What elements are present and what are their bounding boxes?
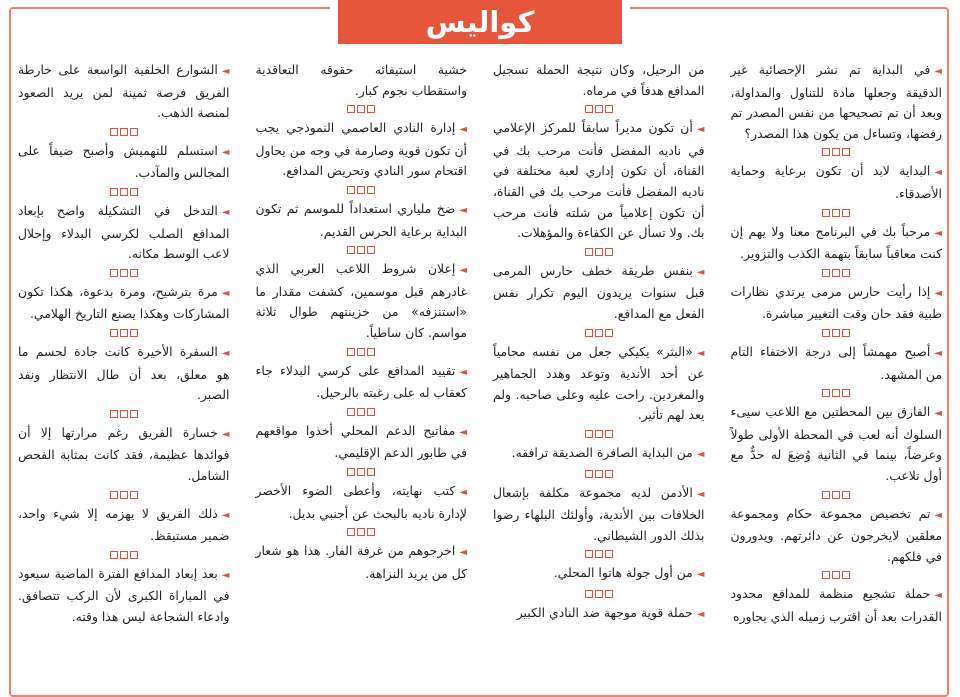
square-icon <box>595 248 603 256</box>
news-item-text: من الرحيل، وكان نتيجة الحملة تسجيل المدافع هدفاً في مرماه. <box>493 62 705 98</box>
separator-squares <box>493 248 705 256</box>
column-2 <box>493 60 705 678</box>
square-icon <box>595 430 603 438</box>
news-item <box>731 504 943 568</box>
square-icon <box>605 550 613 558</box>
square-icon <box>605 248 613 256</box>
triangle-bullet-icon: ◄ <box>934 287 942 299</box>
square-icon <box>832 329 840 337</box>
square-icon <box>367 408 375 416</box>
square-icon <box>585 590 593 598</box>
square-icon <box>110 329 118 337</box>
square-icon <box>347 246 355 254</box>
news-item-text: إدارة النادي العاصمي النموذجي يجب أن تكون قوية وصارمة في وجه من يحاول اقتحام سور النادي وتحريض المدافع. <box>255 120 467 179</box>
news-item <box>731 402 943 486</box>
square-icon <box>595 550 603 558</box>
news-item-text: أن تكون مديراً سابقاً للمركز الإعلامي في ناديه المفضل فأنت مرحب بك في القناة، أن تكون إداري لعبة مختلفة في ناديه المفضل فأنت مرحب بك في القناة، أن تكون إعلامياً من شلته فأنت مرحب بك. ولا تسأل عن الكفاءة والمؤهلات. <box>493 120 705 241</box>
separator-squares <box>493 430 705 438</box>
news-item <box>18 564 230 628</box>
square-icon <box>130 329 138 337</box>
column-3 <box>256 60 468 678</box>
news-item-text: في البداية تم نشر الإحصائية غير الدقيقة وجعلها مادة للتناول والمداولة، وبعد أن تم تصحيحها من نفس المصدر تم رفضها، وتساءل من يكون هذا المصدر؟ <box>730 62 942 141</box>
news-item-text: ضخ ملياري استعداداً للموسم ثم تكون البداية برعاية الحرس القديم. <box>255 200 467 239</box>
square-icon <box>605 430 613 438</box>
news-item-text: أصبح مهمشاً إلى درجة الاختفاء التام من المشهد. <box>730 343 942 382</box>
column-1 <box>731 60 943 678</box>
square-icon <box>832 389 840 397</box>
square-icon <box>585 105 593 113</box>
news-item <box>493 603 705 626</box>
triangle-bullet-icon: ◄ <box>459 204 467 216</box>
news-item <box>18 342 230 406</box>
news-item-text: ذلك الفريق لا يهزمه إلا شيء واحد، ضمير مستيقظ. <box>18 505 230 544</box>
triangle-bullet-icon: ◄ <box>696 608 705 620</box>
triangle-bullet-icon: ◄ <box>459 426 467 438</box>
square-icon <box>585 430 593 438</box>
square-icon <box>110 551 118 559</box>
news-item-text: اخرجوهم من غرفة الفار. هذا هو شعار كل من يريد النزاهة. <box>255 543 467 581</box>
column-4 <box>18 60 230 678</box>
square-icon <box>822 329 830 337</box>
news-item-text: مفاتيح الدعم المحلي أخذوا مواقعهم في طابور الدعم الإقليمي. <box>255 422 467 461</box>
triangle-bullet-icon: ◄ <box>934 66 942 77</box>
news-item-text: مرحباً بك في البرنامج معنا ولا يهم إن كنت معاقباً سابقاً بتهمة الكذب والتزوير. <box>730 223 942 262</box>
triangle-bullet-icon: ◄ <box>934 509 942 521</box>
triangle-bullet-icon: ◄ <box>221 569 230 581</box>
square-icon <box>842 209 850 217</box>
square-icon <box>110 269 118 277</box>
square-icon <box>595 329 603 337</box>
triangle-bullet-icon: ◄ <box>696 124 705 136</box>
news-item <box>493 443 705 466</box>
square-icon <box>585 248 593 256</box>
triangle-bullet-icon: ◄ <box>934 167 942 179</box>
square-icon <box>110 188 118 196</box>
square-icon <box>842 491 850 499</box>
square-icon <box>822 571 830 579</box>
triangle-bullet-icon: ◄ <box>696 266 705 278</box>
square-icon <box>605 470 613 478</box>
triangle-bullet-icon: ◄ <box>459 265 467 277</box>
square-icon <box>347 408 355 416</box>
square-icon <box>357 468 365 476</box>
page-title: كواليس <box>425 5 535 39</box>
triangle-bullet-icon: ◄ <box>934 590 942 602</box>
square-icon <box>842 571 850 579</box>
separator-squares <box>18 410 230 418</box>
square-icon <box>822 148 830 156</box>
square-icon <box>347 348 355 356</box>
news-item <box>256 541 468 584</box>
triangle-bullet-icon: ◄ <box>221 347 230 359</box>
triangle-bullet-icon: ◄ <box>696 347 705 359</box>
news-item <box>493 118 705 244</box>
separator-squares <box>731 491 943 499</box>
news-item <box>731 222 943 265</box>
square-icon <box>367 105 375 113</box>
square-icon <box>595 105 603 113</box>
news-item-text: السفرة الأخيرة كانت جادة لحسم ما هو معلق، بعد أن طال الانتظار ونفد الصبر. <box>18 343 230 403</box>
separator-squares <box>256 408 468 416</box>
news-item-text: من البداية الصافرة الصديقة ترافقه. <box>511 444 693 460</box>
triangle-bullet-icon: ◄ <box>221 509 230 521</box>
news-item-text: «البثر» يكيكي جعل من نفسه محامياً عن أحد الأندية وتوعد وهدد الجماهير والمغردين. راحت عليه وعلى صاحبه. ولم يعد لهم تأثير. <box>493 343 705 423</box>
news-item <box>256 361 468 404</box>
square-icon <box>357 246 365 254</box>
separator-squares <box>493 550 705 558</box>
news-item <box>731 60 943 144</box>
square-icon <box>367 186 375 194</box>
title-bar <box>0 0 960 46</box>
separator-squares <box>18 551 230 559</box>
square-icon <box>347 186 355 194</box>
separator-squares <box>731 389 943 397</box>
separator-squares <box>493 470 705 478</box>
square-icon <box>120 269 128 277</box>
news-item <box>256 60 468 101</box>
separator-squares <box>18 269 230 277</box>
news-item <box>493 261 705 325</box>
triangle-bullet-icon: ◄ <box>934 227 942 239</box>
triangle-bullet-icon: ◄ <box>221 287 230 299</box>
triangle-bullet-icon: ◄ <box>696 488 705 500</box>
news-item-text: من أول جولة هاتوا المحلي. <box>553 565 693 581</box>
square-icon <box>832 269 840 277</box>
triangle-bullet-icon: ◄ <box>221 206 230 218</box>
news-item-text: الشوارع الخلفية الواسعة على خارطة الفريق فرصة ثمينة لمن يريد الصعود لمنصة الذهب. <box>18 62 230 121</box>
separator-squares <box>493 590 705 598</box>
triangle-bullet-icon: ◄ <box>696 569 705 581</box>
triangle-bullet-icon: ◄ <box>696 448 705 460</box>
news-item <box>256 421 468 464</box>
news-item-text: الأدمن لديه مجموعة مكلفة بإشعال الخلافات بين الأندية، وأولئك البلهاء رضوا بذلك الدور الشيطاني. <box>493 484 705 543</box>
separator-squares <box>731 148 943 156</box>
square-icon <box>585 550 593 558</box>
separator-squares <box>18 188 230 196</box>
square-icon <box>842 269 850 277</box>
news-item-text: الفارق بين المحطتين مع اللاعب سيىء السلوك أنه لعب في المحطة الأولى طولاً وعرضاً، بينما في الثانية وُضِعَ له حدٌّ مع أول تلاعب. <box>730 404 942 483</box>
separator-squares <box>731 269 943 277</box>
square-icon <box>120 491 128 499</box>
square-icon <box>822 491 830 499</box>
triangle-bullet-icon: ◄ <box>221 66 230 77</box>
square-icon <box>842 148 850 156</box>
news-item <box>256 199 468 242</box>
separator-squares <box>256 105 468 113</box>
news-item-text: تم تخصيص مجموعة حكام ومجموعة معلقين لايخرجون عن دائرتهم. ويدورون في فلكهم. <box>730 505 942 564</box>
square-icon <box>120 551 128 559</box>
square-icon <box>822 269 830 277</box>
square-icon <box>585 329 593 337</box>
news-item <box>493 342 705 426</box>
article-columns <box>18 60 942 678</box>
square-icon <box>842 329 850 337</box>
separator-squares <box>256 468 468 476</box>
news-item <box>731 584 943 627</box>
news-item <box>18 504 230 547</box>
separator-squares <box>493 329 705 337</box>
square-icon <box>605 590 613 598</box>
square-icon <box>832 148 840 156</box>
square-icon <box>595 590 603 598</box>
separator-squares <box>256 246 468 254</box>
square-icon <box>605 329 613 337</box>
square-icon <box>120 410 128 418</box>
separator-squares <box>18 128 230 136</box>
news-item <box>18 60 230 124</box>
square-icon <box>120 188 128 196</box>
triangle-bullet-icon: ◄ <box>221 428 230 440</box>
news-item-text: إعلان شروط اللاعب العربي الذي غادرهم قبل موسمين، كشفت مقدار ما «استنزفه» من خزينتهم طوال ثلاثة مواسم. كان ساطياً. <box>255 261 467 340</box>
separator-squares <box>493 105 705 113</box>
separator-squares <box>256 528 468 536</box>
news-item <box>731 282 943 325</box>
news-item <box>493 60 705 101</box>
news-item <box>18 423 230 487</box>
separator-squares <box>731 329 943 337</box>
news-item <box>256 118 468 182</box>
square-icon <box>822 209 830 217</box>
triangle-bullet-icon: ◄ <box>459 486 467 498</box>
news-item-text: خسارة الفريق رغم مرارتها إلا أن فوائدها عظيمة، فقد كانت بمثابة الفحص الشامل. <box>18 424 230 483</box>
square-icon <box>357 348 365 356</box>
square-icon <box>605 105 613 113</box>
news-item <box>256 259 468 343</box>
news-item-text: خشية استيفائه حقوقه التعاقدية واستقطاب نجوم كبار. <box>255 62 467 98</box>
news-item-text: التدخل في التشكيلة واضح بإبعاد المدافع الصلب لكرسي البدلاء وإحلال لاعب الوسط مكانه. <box>18 202 230 262</box>
triangle-bullet-icon: ◄ <box>221 146 230 158</box>
square-icon <box>595 470 603 478</box>
separator-squares <box>18 491 230 499</box>
news-item-text: استسلم للتهميش وأصبح ضيفاً على المجالس والمآدب. <box>18 142 230 181</box>
square-icon <box>822 389 830 397</box>
square-icon <box>585 470 593 478</box>
square-icon <box>367 348 375 356</box>
news-item-text: حملة قوية موجهة ضد النادي الكبير <box>516 604 693 620</box>
square-icon <box>347 468 355 476</box>
news-item <box>731 161 943 204</box>
square-icon <box>367 468 375 476</box>
news-item-text: بنفس طريقة خطف حارس المرمى قبل سنوات يريدون اليوم تكرار نفس الفعل مع المدافع. <box>493 262 705 321</box>
square-icon <box>130 128 138 136</box>
square-icon <box>832 571 840 579</box>
triangle-bullet-icon: ◄ <box>934 347 942 359</box>
square-icon <box>110 410 118 418</box>
title-banner <box>338 0 622 44</box>
triangle-bullet-icon: ◄ <box>459 366 467 378</box>
square-icon <box>357 186 365 194</box>
square-icon <box>110 491 118 499</box>
triangle-bullet-icon: ◄ <box>934 408 942 420</box>
news-item <box>493 563 705 586</box>
square-icon <box>832 491 840 499</box>
news-item <box>18 201 230 265</box>
square-icon <box>130 491 138 499</box>
separator-squares <box>18 329 230 337</box>
news-item-text: بعد إبعاد المدافع الفترة الماضية سيعود في المباراة الكبرى لأن الركب تتصافق. وادعاء الشجاعة ليس هذا وقته. <box>18 565 230 624</box>
square-icon <box>842 389 850 397</box>
news-item <box>18 282 230 325</box>
square-icon <box>357 408 365 416</box>
square-icon <box>130 410 138 418</box>
news-item <box>256 481 468 524</box>
square-icon <box>120 329 128 337</box>
square-icon <box>367 246 375 254</box>
separator-squares <box>256 186 468 194</box>
square-icon <box>347 105 355 113</box>
square-icon <box>367 528 375 536</box>
news-item <box>731 342 943 385</box>
news-item-text: إذا رأيت حارس مرمى يرتدي نظارات طبية فقد حان وقت التغيير مباشرة. <box>730 283 942 322</box>
news-item-text: كتب نهايته، وأعطى الضوء الأخضر لإدارة ناديه بالبحث عن أجنبي بديل. <box>255 482 467 521</box>
square-icon <box>357 105 365 113</box>
square-icon <box>120 128 128 136</box>
news-item-text: حملة تشجيع منظمة للمدافع محدود القدرات بعد أن اقترب زميله الذي يجاوره <box>730 586 942 624</box>
square-icon <box>832 209 840 217</box>
triangle-bullet-icon: ◄ <box>459 124 467 136</box>
square-icon <box>357 528 365 536</box>
square-icon <box>130 269 138 277</box>
news-item-text: تقييد المدافع على كرسي البدلاء جاء كعقاب له على رغبته بالرحيل. <box>255 362 467 401</box>
news-item <box>18 141 230 184</box>
triangle-bullet-icon: ◄ <box>459 547 467 559</box>
square-icon <box>130 551 138 559</box>
square-icon <box>130 188 138 196</box>
news-item <box>493 483 705 547</box>
news-item-text: البداية لابد أن تكون برعاية وحماية الأصدقاء. <box>730 163 942 201</box>
separator-squares <box>731 209 943 217</box>
square-icon <box>110 128 118 136</box>
separator-squares <box>256 348 468 356</box>
news-item-text: مرة بترشيح، ومرة بدعوة، هكذا تكون المشاركات وهكذا يصنع التاريخ الهلامي. <box>18 283 230 322</box>
separator-squares <box>731 571 943 579</box>
square-icon <box>347 528 355 536</box>
